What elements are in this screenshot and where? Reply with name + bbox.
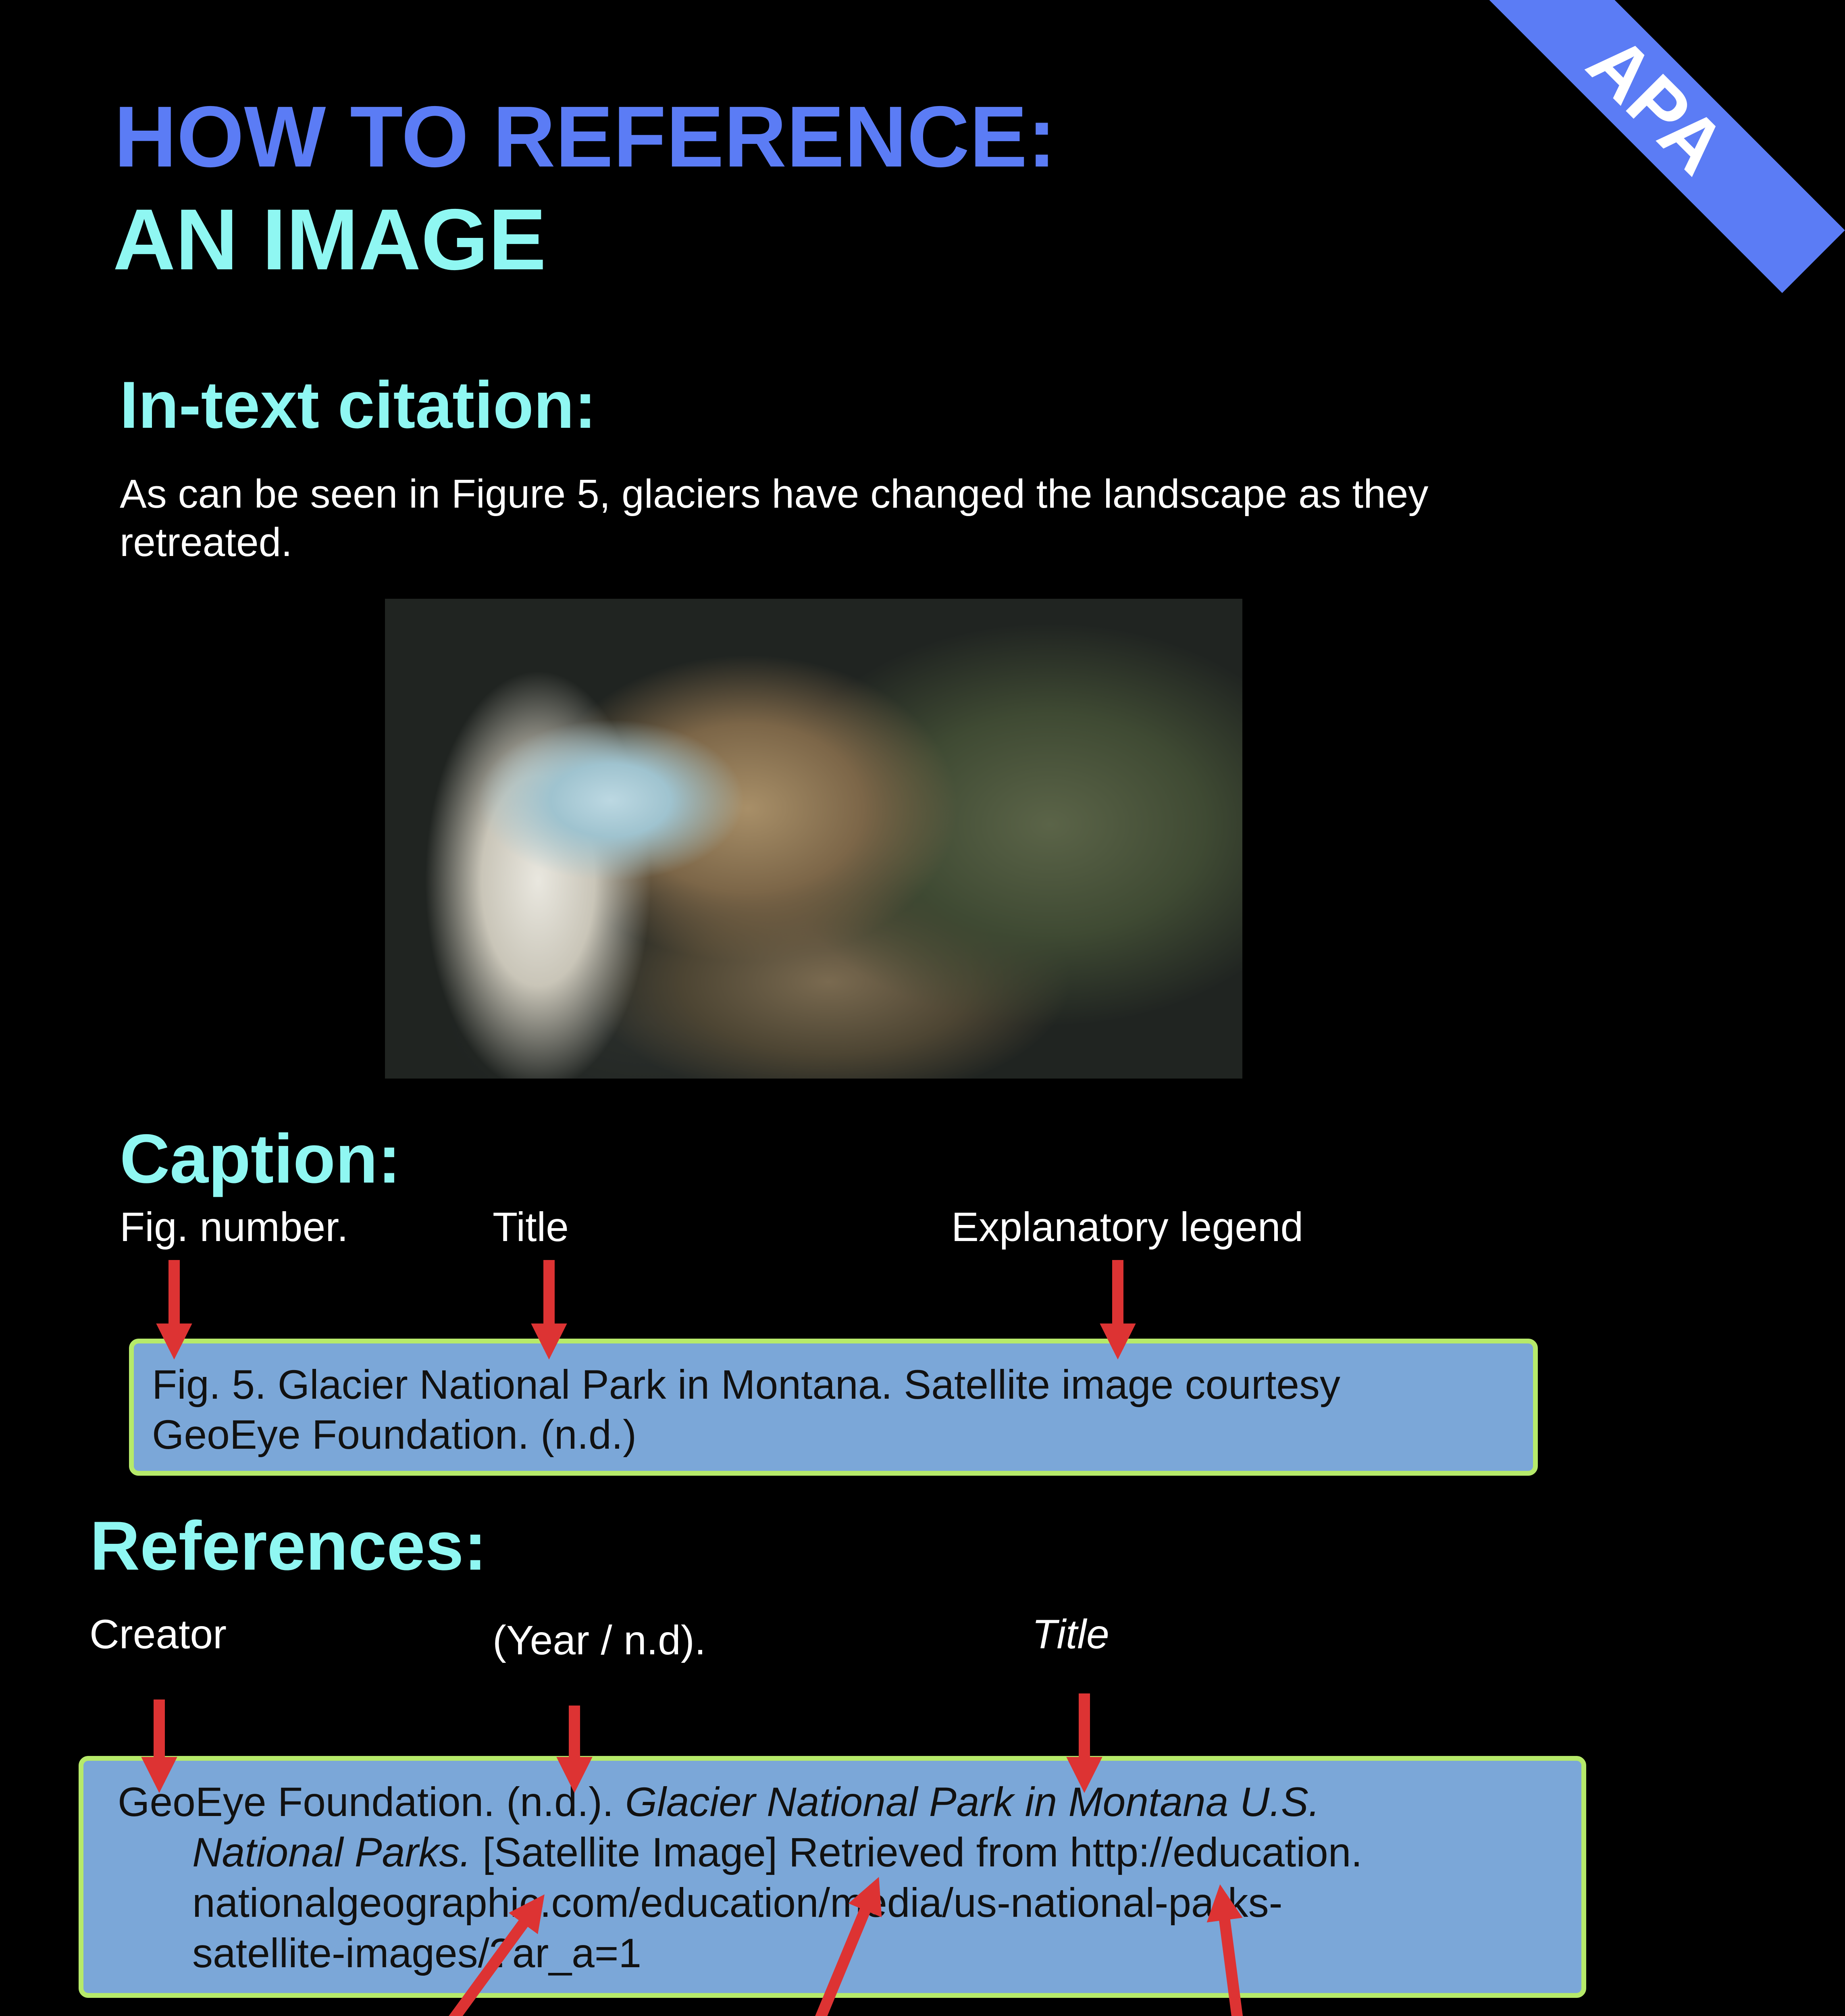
references-heading: References:	[90, 1507, 487, 1585]
caption-label-title: Title	[493, 1204, 569, 1250]
reference-line3: nationalgeographic.com/education/media/us-national-parks-	[192, 1880, 1283, 1926]
in-text-heading: In-text citation:	[120, 368, 597, 442]
reference-line2: National Parks. [Satellite Image] Retrieved from http://education.	[192, 1829, 1362, 1875]
in-text-line1: As can be seen in Figure 5, glaciers have changed the landscape as they	[120, 471, 1429, 516]
ref-label-title: Title	[1032, 1611, 1109, 1657]
caption-label-explanatory-legend: Explanatory legend	[951, 1204, 1304, 1250]
arrow-url	[1221, 1895, 1242, 2016]
ref-label-creator: Creator	[89, 1611, 227, 1657]
arrow-retrieved-from	[807, 1887, 875, 2016]
caption-line1: Fig. 5. Glacier National Park in Montana. Satellite image courtesy	[152, 1362, 1341, 1408]
page-title-line2: AN IMAGE	[113, 191, 546, 288]
ref-label-year: (Year / n.d).	[493, 1617, 706, 1663]
in-text-line2: retreated.	[120, 520, 293, 565]
page-title-line1: HOW TO REFERENCE:	[114, 88, 1057, 185]
reference-line4: satellite-images/?ar_a=1	[192, 1930, 642, 1976]
caption-line2: GeoEye Foundation. (n.d.)	[152, 1412, 637, 1458]
arrow-medium	[432, 1903, 538, 2016]
caption-label-fig-number: Fig. number.	[120, 1204, 348, 1250]
banner-text: APA	[1571, 19, 1742, 190]
caption-heading: Caption:	[120, 1120, 401, 1198]
reference-line1: GeoEye Foundation. (n.d.). Glacier National Park in Montana U.S.	[118, 1779, 1320, 1825]
